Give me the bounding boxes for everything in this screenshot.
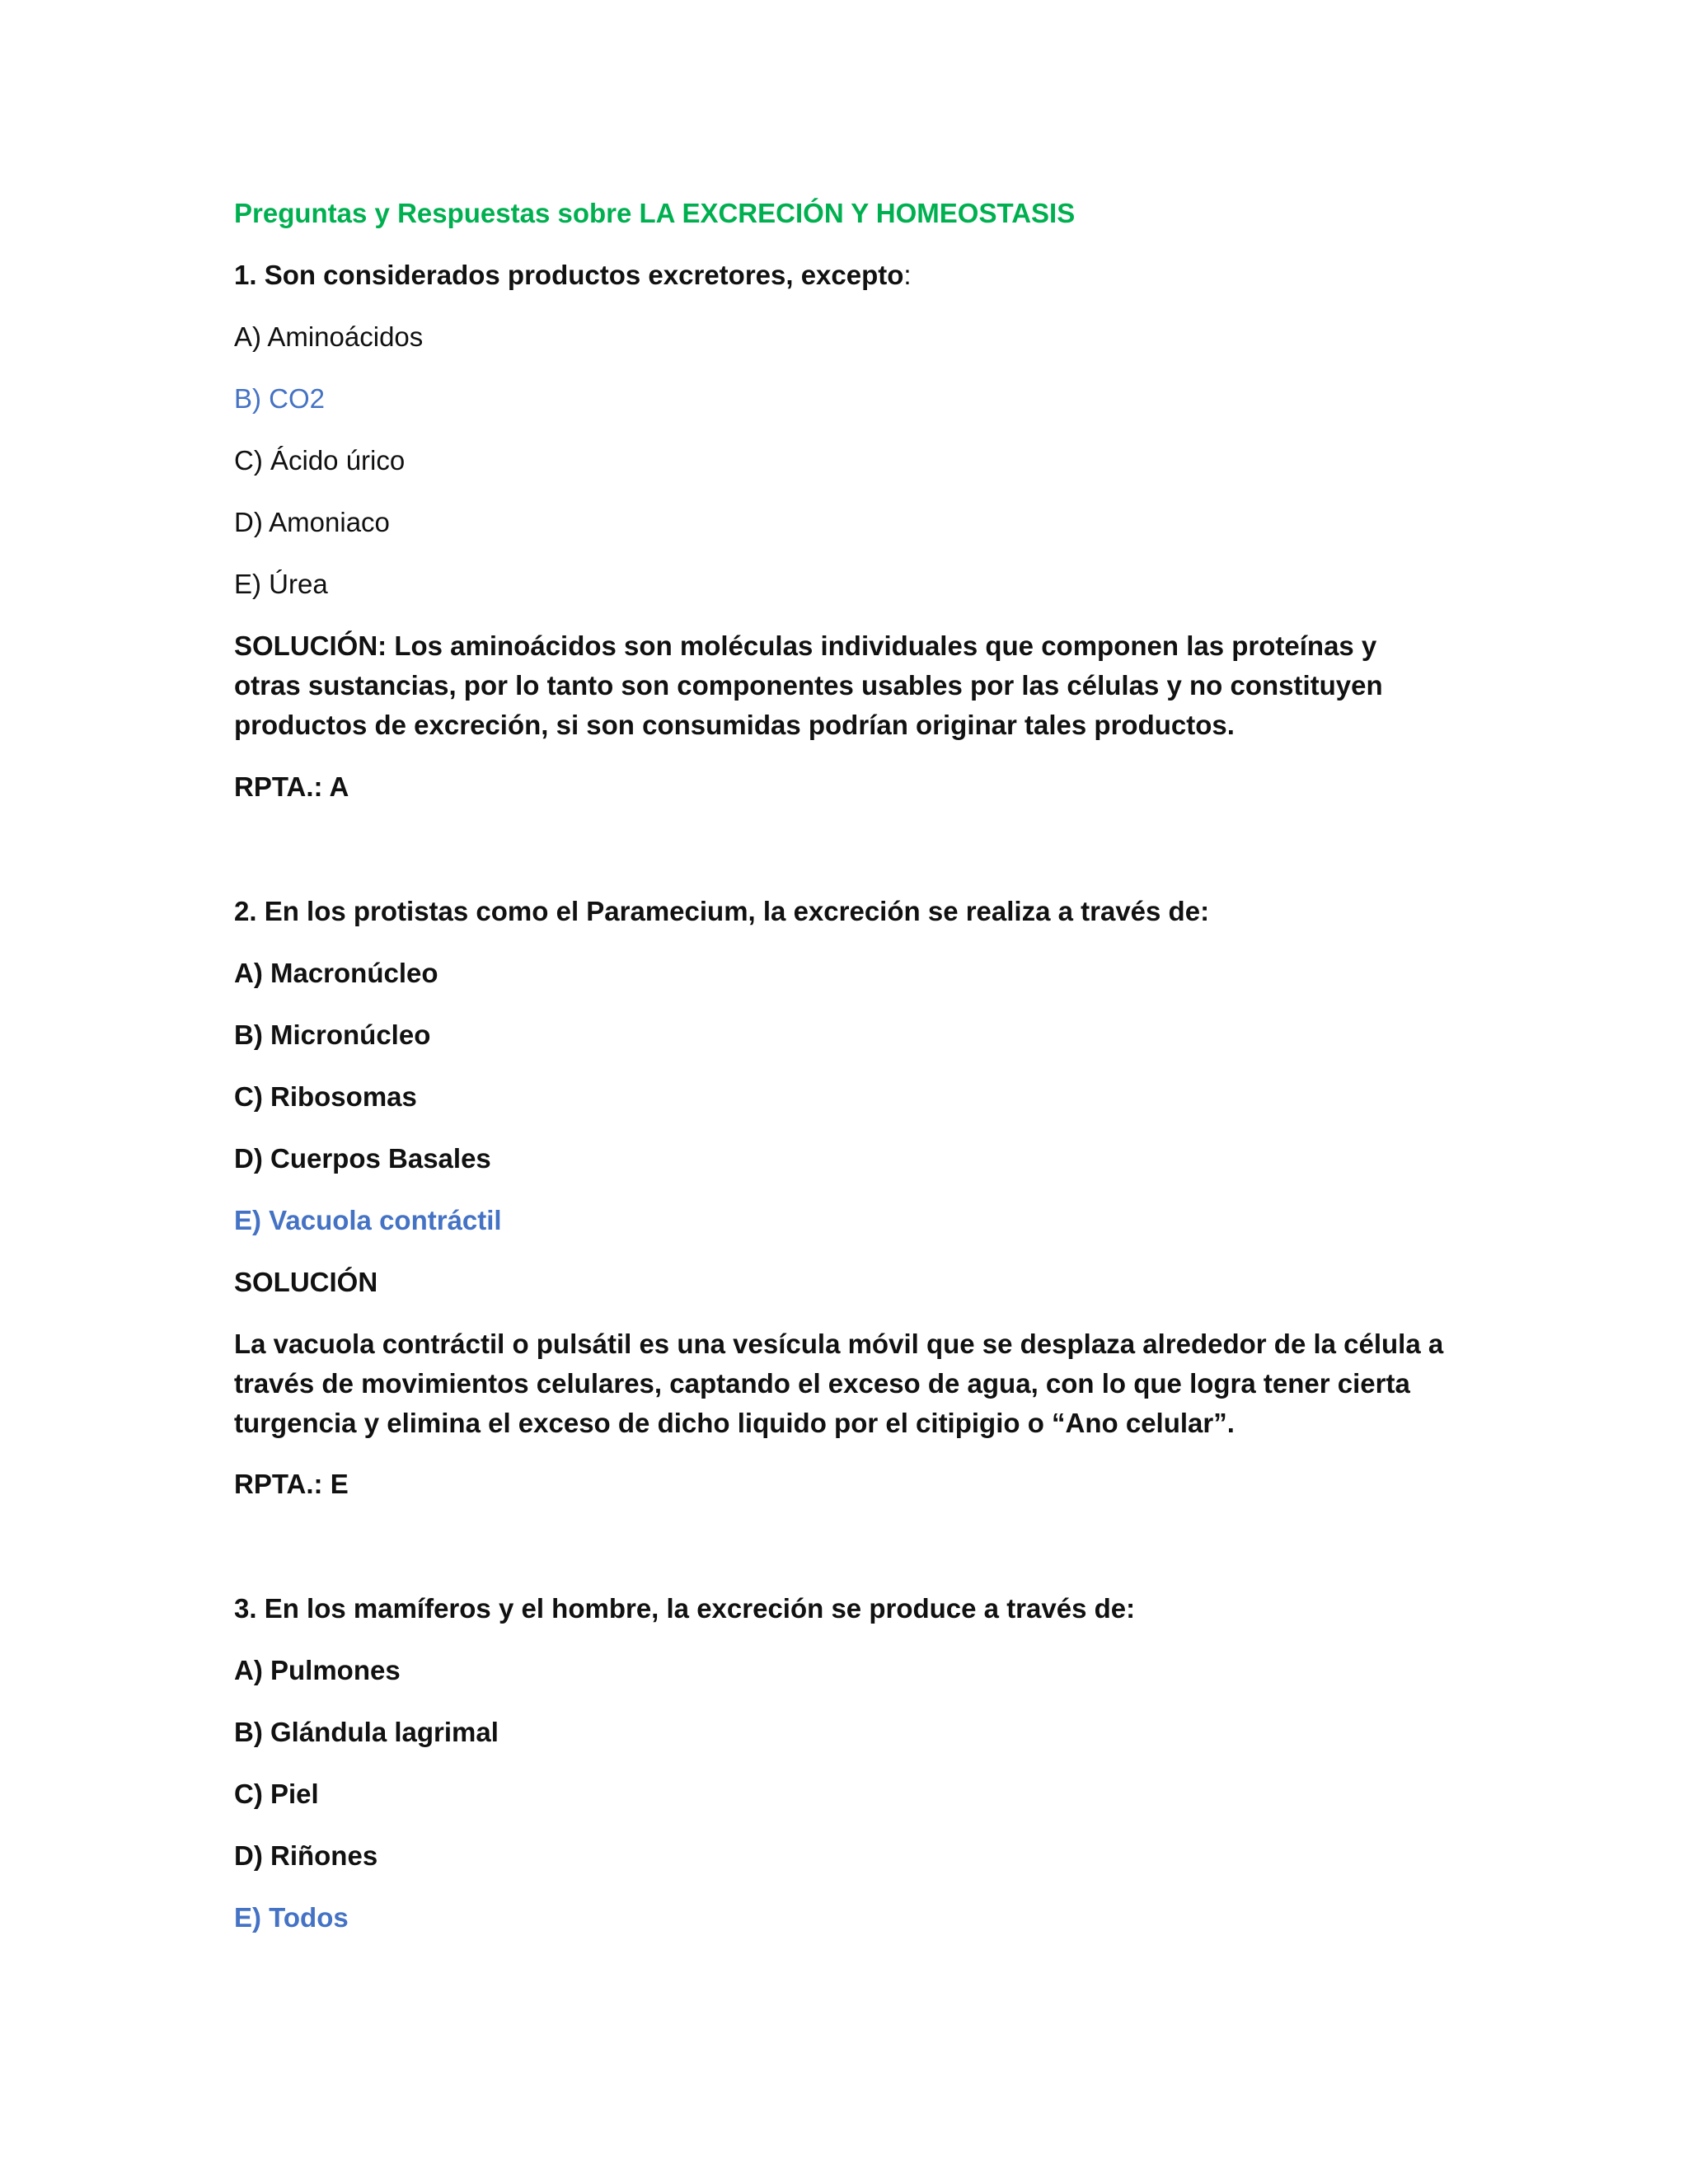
question-1-text: 1. Son considerados productos excretores, excepto — [234, 260, 904, 290]
q2-option-e-correct: E) Vacuola contráctil — [234, 1205, 502, 1235]
q3-option-d: D) Riñones — [234, 1840, 378, 1871]
question-1 — [234, 255, 912, 295]
q1-solution: SOLUCIÓN: Los aminoácidos son moléculas individuales que componen las proteínas y otras sustancias, por lo tanto son componentes usables por las células y no constituyen productos de excreción, si son consumidas podrían originar tales productos. — [234, 630, 1383, 740]
q2-option-c: C) Ribosomas — [234, 1081, 417, 1112]
q3-option-c: C) Piel — [234, 1779, 319, 1809]
q1-option-d: D) Amoniaco — [234, 507, 390, 537]
page-title: Preguntas y Respuestas sobre LA EXCRECIÓN Y HOMEOSTASIS — [234, 198, 1076, 228]
q1-option-b-correct: B) CO2 — [234, 383, 326, 414]
q2-solution: La vacuola contráctil o pulsátil es una vesícula móvil que se desplaza alrededor de la célula a través de movimientos celulares, captando el exceso de agua, con lo que logra tener cierta turgencia y elimina el exceso de dicho liquido por el citipigio o “Ano celular”. — [234, 1329, 1444, 1438]
q2-solution-heading: SOLUCIÓN — [234, 1267, 378, 1297]
q2-option-d: D) Cuerpos Basales — [234, 1143, 491, 1174]
q2-option-b: B) Micronúcleo — [234, 1019, 431, 1050]
question-2: 2. En los protistas como el Paramecium, la excreción se realiza a través de: — [234, 896, 1210, 926]
q3-option-e-correct: E) Todos — [234, 1902, 349, 1933]
q3-option-b: B) Glándula lagrimal — [234, 1717, 499, 1747]
q2-answer: RPTA.: E — [234, 1469, 349, 1499]
q1-option-e: E) Úrea — [234, 569, 328, 599]
question-1-colon: : — [903, 260, 912, 290]
q3-option-a: A) Pulmones — [234, 1655, 401, 1685]
question-3: 3. En los mamíferos y el hombre, la excreción se produce a través de: — [234, 1593, 1136, 1624]
q1-option-a: A) Aminoácidos — [234, 321, 424, 352]
q1-option-c: C) Ácido úrico — [234, 445, 406, 476]
q1-answer: RPTA.: A — [234, 771, 349, 802]
q2-option-a: A) Macronúcleo — [234, 958, 438, 988]
